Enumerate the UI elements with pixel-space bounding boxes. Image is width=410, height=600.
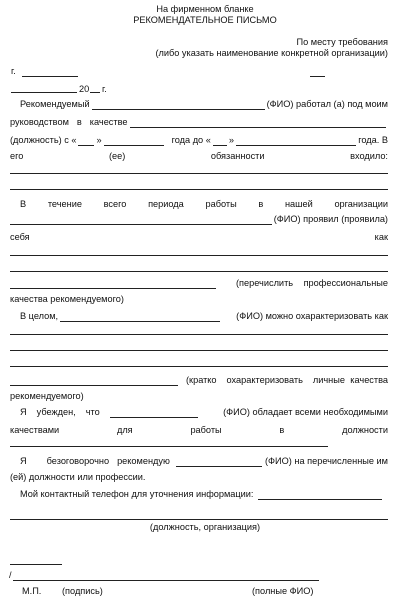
p4-text: для [116,425,133,435]
city-field[interactable] [22,76,78,77]
p1-text: качестве [89,117,128,127]
addressee-line-1: По месту требования [296,37,388,47]
p2-line-2 [10,214,388,225]
p3-line-1 [10,311,388,322]
p4-line-2 [10,425,388,436]
p1-text: (ФИО) работал (а) под моим [266,99,388,109]
p5-line-1 [10,456,388,467]
p1-text: Рекомендуемый [20,99,90,109]
start-day-field[interactable] [78,136,94,146]
stamp-label: М.П. [22,586,42,596]
p1-text: руководством [10,117,69,127]
p1-line-2 [10,117,388,128]
p2-text: всего [103,199,127,209]
p2-text: периода [148,199,184,209]
letterhead-note: На фирменном бланке [156,4,254,14]
characteristics-line[interactable] [10,366,388,367]
date-field[interactable] [11,92,77,93]
p5-text: (ФИО) на перечисленные им [265,456,388,466]
p3-text: охарактеризовать [226,375,303,385]
employee-name-field[interactable] [92,100,265,110]
p1-text: его [10,151,24,161]
p2-text: работы [205,199,237,209]
p5-line-2: (ей) должности или профессии. [10,472,146,482]
p1-text: года до « [171,135,211,145]
p2-text: нашей [284,199,313,209]
addressee-line-2: (либо указать наименование конкретной организации) [155,48,388,58]
qualities-field[interactable] [10,279,216,289]
p4-text: что [85,407,100,417]
p1-text: (ее) [108,151,126,161]
p4-text: Я [20,407,27,417]
year-field[interactable] [90,92,100,93]
end-day-field[interactable] [213,136,227,146]
p3-line-5 [10,375,388,386]
position-field[interactable] [130,118,387,128]
signature-caption: (подпись) [62,586,103,596]
p1-text: » [96,135,102,145]
p4-text: (ФИО) обладает всеми необходимыми [223,407,388,417]
p2-text: В [20,199,27,209]
p3-line-6: рекомендуемого) [10,391,84,401]
end-month-year-field[interactable] [236,136,356,146]
p2-text: организации [334,199,388,209]
p2-text: (ФИО) проявил (проявила) [273,214,388,224]
p3-text: В целом, [20,311,59,321]
p2-line-7: качества рекомендуемого) [10,294,124,304]
characteristics-line[interactable] [10,350,388,351]
p2-line-1 [10,199,388,210]
p4-text: качествами [10,425,60,435]
p2-line-3 [10,232,388,243]
employee-name-field[interactable] [60,312,220,322]
p4-text: в [279,425,285,435]
p4-text: работы [190,425,222,435]
document-title: РЕКОМЕНДАТЕЛЬНОЕ ПИСЬМО [133,15,277,25]
p2-line-6 [10,278,388,289]
signature-name-line[interactable] [13,580,319,581]
employee-name-field[interactable] [110,408,198,418]
full-name-caption: (полные ФИО) [252,586,314,596]
p2-text: профессиональные [303,278,388,288]
p3-text: качества [350,375,388,385]
start-month-year-field[interactable] [104,136,164,146]
p1-line-1 [10,99,388,110]
p1-text: обязанности [210,151,265,161]
duties-line[interactable] [10,189,388,190]
contact-phone-field[interactable] [258,490,383,500]
p5-text: Я [20,456,27,466]
p1-text: (должность) с « [10,135,77,145]
contact-label: Мой контактный телефон для уточнения информации: [20,489,254,499]
p2-text: в [258,199,264,209]
qualities-line[interactable] [10,255,388,256]
p5-text: рекомендую [117,456,170,466]
employee-name-field[interactable] [176,457,262,467]
p1-line-3 [10,135,388,146]
target-position-line[interactable] [10,446,328,447]
year-prefix: 20 [79,84,90,94]
position-organization-caption: (должность, организация) [149,522,261,532]
year-suffix: г. [102,84,107,94]
p2-text: (перечислить [236,278,294,288]
p5-text: безоговорочно [46,456,110,466]
p2-text: себя [10,232,30,242]
p3-text: личные [312,375,345,385]
p3-text: (кратко [186,375,217,385]
employee-name-field[interactable] [10,215,272,225]
signature-slash: / [9,570,12,580]
p1-line-4 [10,151,388,162]
characteristics-line[interactable] [10,334,388,335]
p1-text: » [228,135,234,145]
p4-text: должности [342,425,388,435]
contact-line [10,489,388,500]
duties-line[interactable] [10,173,388,174]
p1-text: входило: [350,151,388,161]
number-field[interactable] [310,76,325,77]
p3-text: (ФИО) можно охарактеризовать как [236,311,388,321]
qualities-line[interactable] [10,271,388,272]
position-organization-line[interactable] [10,519,388,520]
p1-text: в [76,117,82,127]
city-label: г. [11,66,16,76]
p2-text: течение [47,199,82,209]
characteristics-field[interactable] [10,376,178,386]
p1-text: года. В [358,135,388,145]
signature-short-line[interactable] [10,564,62,565]
p4-text: убежден, [36,407,76,417]
p2-text: как [374,232,388,242]
p4-line-1 [10,407,388,418]
